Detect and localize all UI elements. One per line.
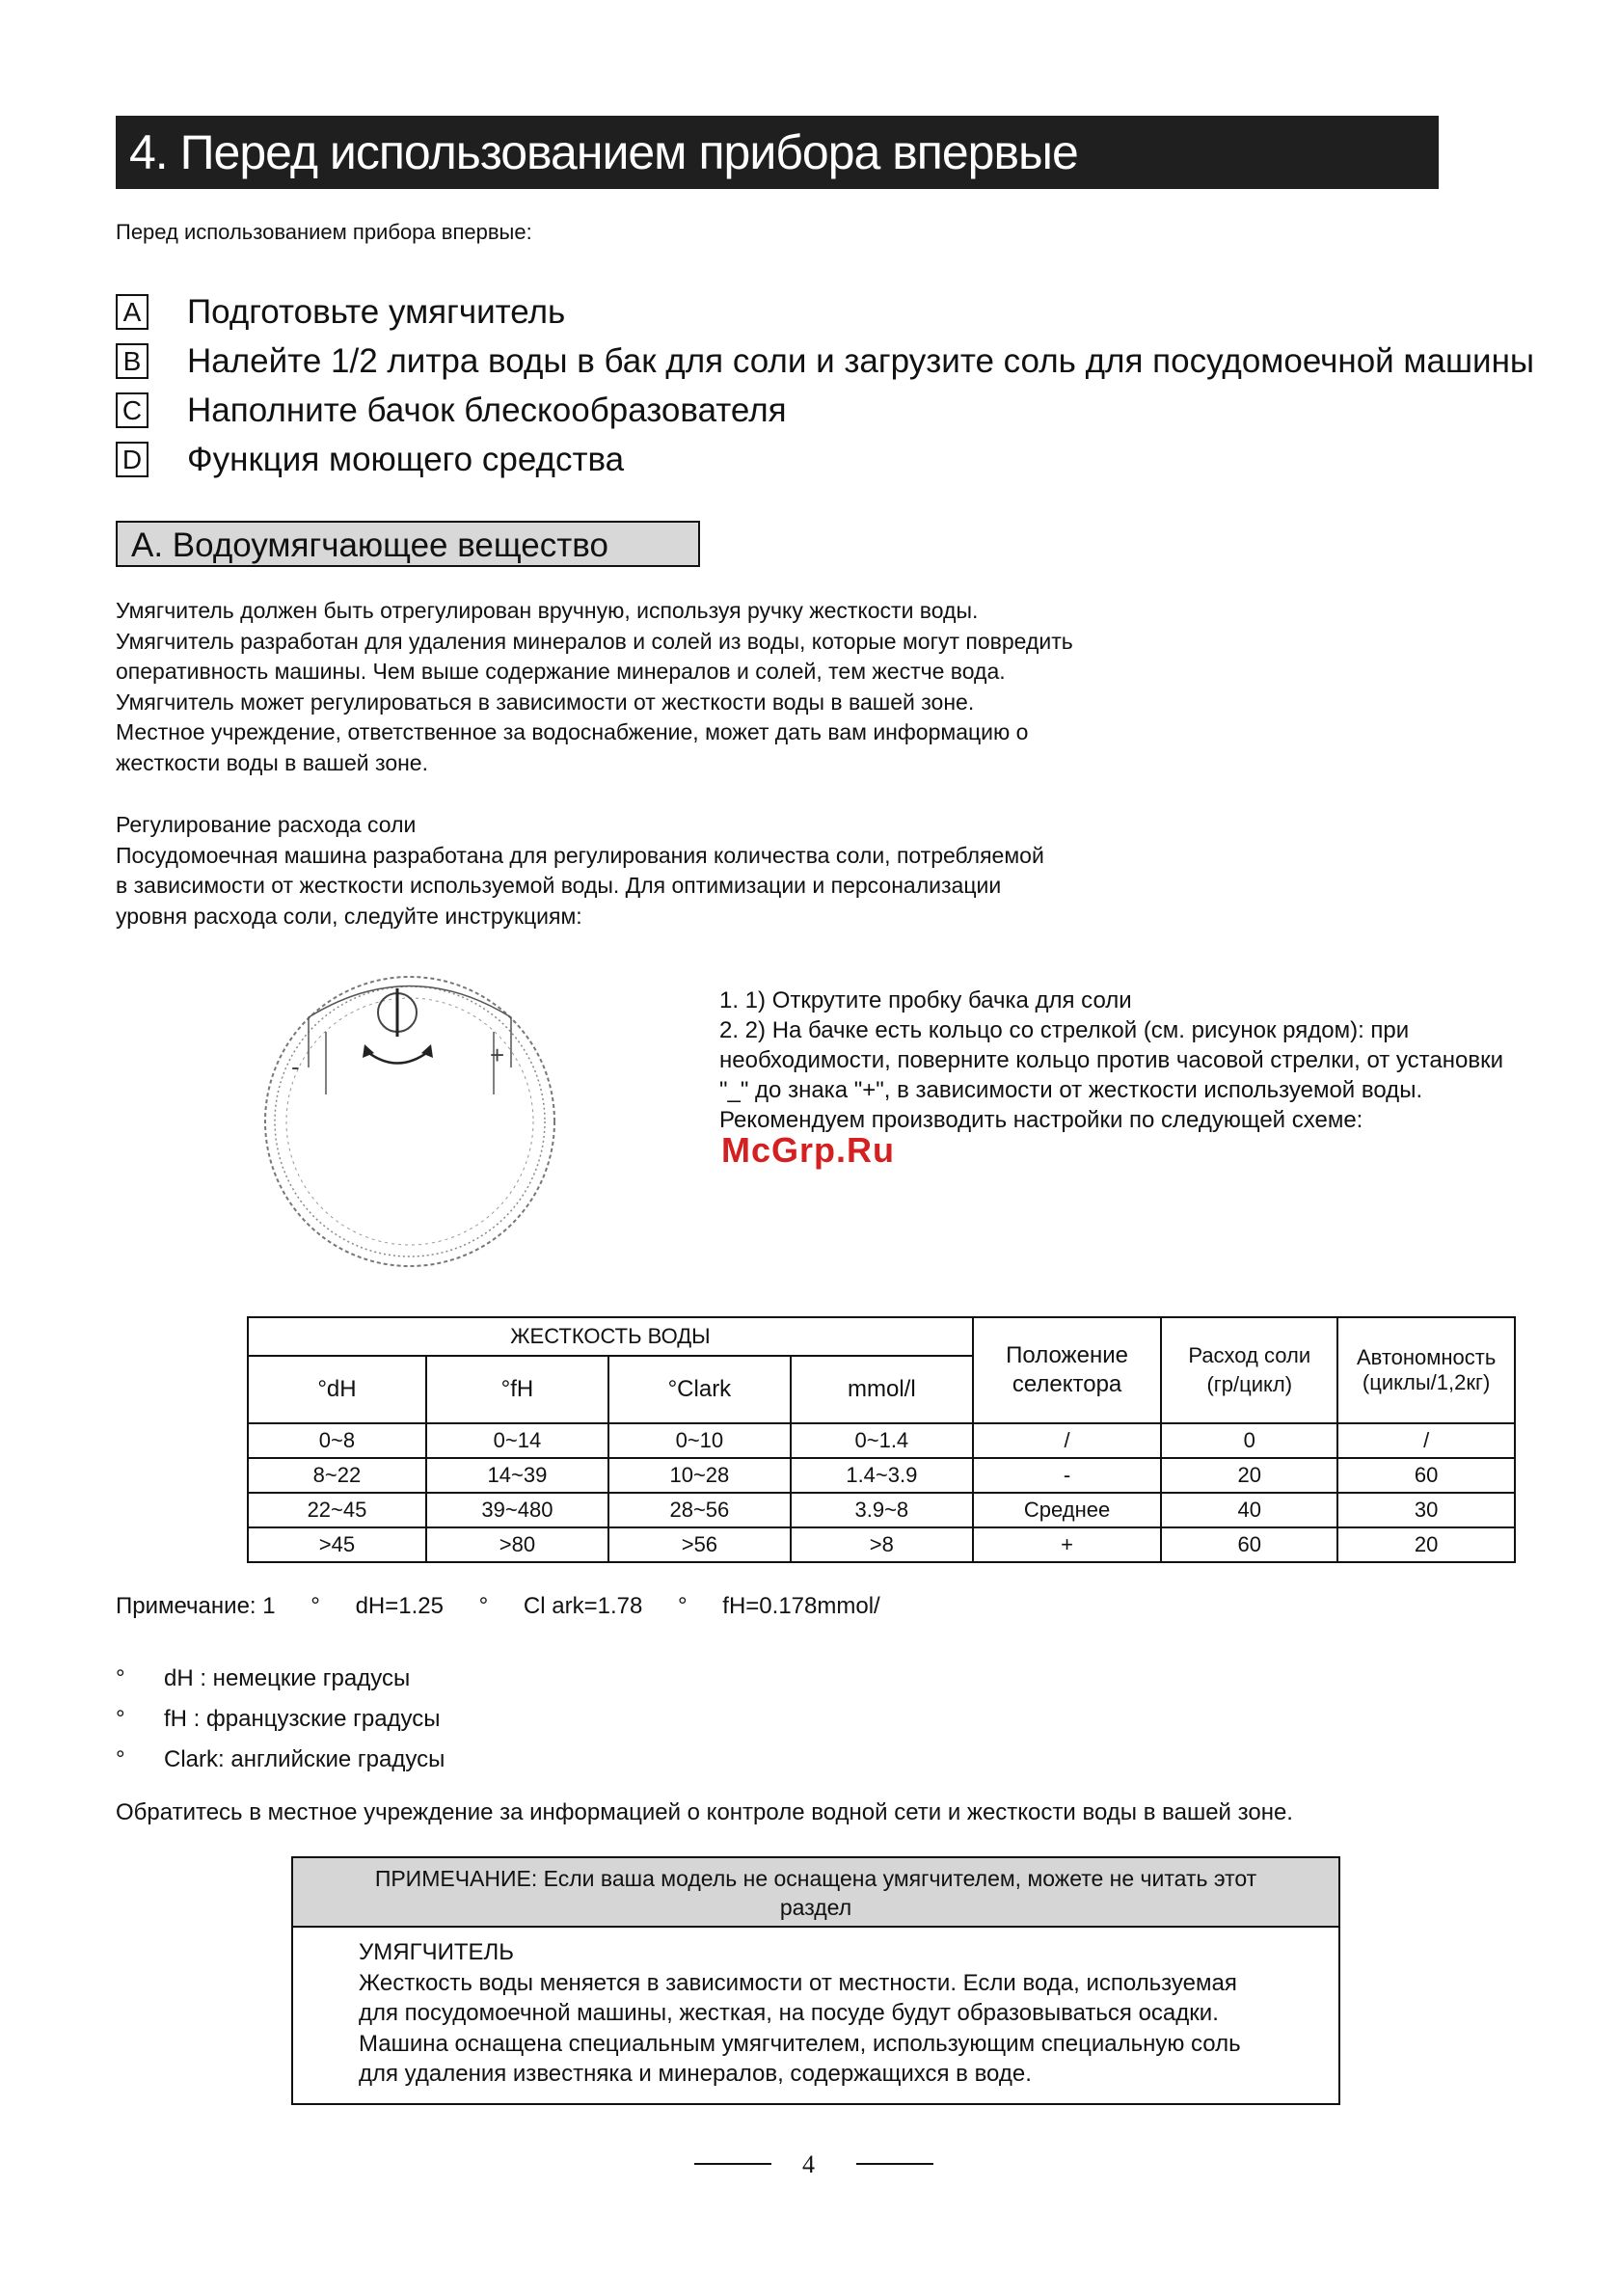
note-part: Примечание: 1 (116, 1593, 276, 1619)
intro-text: Перед использованием прибора впервые: (116, 220, 532, 244)
text-line: в зависимости от жесткости используемой воды. Для оптимизации и персонализации (116, 873, 1002, 898)
legend-text: Clark: английские градусы (164, 1746, 445, 1772)
group-header-cell: ЖЕСТКОСТЬ ВОДЫ (248, 1317, 973, 1356)
text-line: 2. 2) На бачке есть кольцо со стрелкой (см. рисунок рядом): при (719, 1017, 1410, 1043)
notice-title: УМЯГЧИТЕЛЬ (359, 1939, 514, 1965)
table-cell: 3.9~8 (791, 1493, 973, 1527)
table-cell: 30 (1337, 1493, 1515, 1527)
degree-mark: ° (116, 1665, 125, 1691)
water-hardness-table (247, 1316, 1516, 1563)
page-footer (694, 2150, 935, 2179)
table-cell: 60 (1337, 1458, 1515, 1493)
table-cell: >80 (426, 1527, 608, 1562)
section-title: A. Водоумягчающее вещество (116, 521, 700, 567)
notice-header-line: раздел (779, 1895, 852, 1920)
table-cell: 0~14 (426, 1423, 608, 1458)
cap-ring-inner (286, 998, 533, 1245)
text-line: Умягчитель разработан для удаления минералов и солей из воды, которые могут повредить (116, 628, 1073, 654)
units-legend (116, 1659, 445, 1780)
table-cell: >45 (248, 1527, 426, 1562)
text-line: Регулирование расхода соли (116, 812, 417, 837)
plus-label: + (490, 1040, 505, 1069)
table-cell: 40 (1161, 1493, 1337, 1527)
table-cell: 22~45 (248, 1493, 426, 1527)
text-line: Посудомоечная машина разработана для регулирования количества соли, потребляемой (116, 842, 1044, 868)
text-line: жесткости воды в вашей зоне. (116, 749, 428, 775)
unit-header-cell: mmol/l (791, 1356, 973, 1423)
contact-text: Обратитесь в местное учреждение за информацией о контроле водной сети и жесткости воды в вашей зоне. (116, 1799, 1293, 1825)
text-line: Умягчитель может регулироваться в зависимости от жесткости воды в вашей зоне. (116, 689, 975, 715)
step-item (116, 287, 1534, 337)
step-letter-box: D (116, 442, 148, 477)
step-text: Функция моющего средства (187, 441, 625, 478)
step-item (116, 386, 1534, 435)
header-line: Расход соли (1188, 1343, 1311, 1367)
table-cell: 8~22 (248, 1458, 426, 1493)
table-cell: 0~10 (608, 1423, 791, 1458)
table-cell: 0~1.4 (791, 1423, 973, 1458)
header-line: селектора (1012, 1371, 1122, 1397)
salt-header-cell (1161, 1317, 1337, 1423)
header-line: Автономность (1356, 1345, 1497, 1369)
degree-mark: ° (116, 1706, 125, 1732)
table-cell: / (1337, 1423, 1515, 1458)
page-number: 4 (802, 2150, 815, 2178)
degree-mark: ° (116, 1746, 125, 1772)
instructions-text (719, 986, 1520, 1135)
step-item (116, 337, 1534, 386)
table-cell: 0~8 (248, 1423, 426, 1458)
text-line: Умягчитель должен быть отрегулирован вручную, используя ручку жесткости воды. (116, 598, 979, 623)
footer-rule-left (694, 2163, 771, 2165)
text-line: для удаления известняка и минералов, содержащихся в воде. (359, 2061, 1032, 2087)
table-cell: 60 (1161, 1527, 1337, 1562)
step-item (116, 435, 1534, 484)
text-line: 1. 1) Открутите пробку бачка для соли (719, 987, 1132, 1013)
salt-regulation-text (116, 810, 1176, 932)
table-row (248, 1423, 1515, 1458)
softener-description (116, 596, 1176, 778)
rotation-arrow-icon (366, 1051, 429, 1064)
table-row (248, 1458, 1515, 1493)
step-text: Подготовьте умягчитель (187, 293, 566, 331)
degree-mark: ° (310, 1593, 320, 1619)
table-cell: 10~28 (608, 1458, 791, 1493)
note-part: fH=0.178mmol/ (722, 1593, 880, 1619)
conversion-note (116, 1593, 909, 1620)
text-line: Жесткость воды меняется в зависимости от местности. Если вода, используемая (359, 1969, 1237, 1996)
table-row (248, 1317, 1515, 1356)
legend-text: fH : французские градусы (164, 1706, 441, 1732)
unit-header-cell: °fH (426, 1356, 608, 1423)
text-line: Местное учреждение, ответственное за водоснабжение, может дать вам информацию о (116, 719, 1029, 744)
text-line: уровня расхода соли, следуйте инструкциям: (116, 903, 582, 929)
legend-text: dH : немецкие градусы (164, 1665, 411, 1691)
step-text: Налейте 1/2 литра воды в бак для соли и загрузите соль для посудомоечной машины (187, 342, 1535, 380)
unit-header-cell: °dH (248, 1356, 426, 1423)
table-cell: Среднее (973, 1493, 1161, 1527)
selector-header-cell (973, 1317, 1161, 1423)
text-line: Рекомендуем производить настройки по следующей схеме: (719, 1107, 1363, 1133)
table-cell: >8 (791, 1527, 973, 1562)
table-cell: / (973, 1423, 1161, 1458)
step-text: Наполните бачок блескообразователя (187, 392, 787, 429)
minus-label: - (291, 1052, 300, 1081)
notice-header (293, 1858, 1338, 1928)
note-part: Cl ark=1.78 (523, 1593, 643, 1619)
unit-header-cell: °Clark (608, 1356, 791, 1423)
text-line: Машина оснащена специальным умягчителем, использующим специальную соль (359, 2030, 1241, 2057)
table-cell: 39~480 (426, 1493, 608, 1527)
degree-mark: ° (478, 1593, 489, 1619)
text-line: необходимости, поверните кольцо против часовой стрелки, от установки (719, 1047, 1503, 1073)
legend-item (116, 1740, 445, 1780)
text-line: "_" до знака "+", в зависимости от жесткости используемой воды. (719, 1077, 1423, 1103)
header-line: (циклы/1,2кг) (1362, 1370, 1491, 1394)
salt-cap-illustration (231, 959, 598, 1287)
text-line: для посудомоечной машины, жесткая, на посуде будут образовываться осадки. (359, 2000, 1219, 2026)
notice-header-line: ПРИМЕЧАНИЕ: Если ваша модель не оснащена умягчителем, можете не читать этот (374, 1866, 1257, 1891)
text-line: оперативность машины. Чем выше содержание минералов и солей, тем жестче вода. (116, 659, 1006, 684)
table-cell: 0 (1161, 1423, 1337, 1458)
header-line: Положение (1006, 1342, 1128, 1368)
notice-body (293, 1928, 1338, 2090)
footer-rule-right (856, 2163, 933, 2165)
table-cell: 28~56 (608, 1493, 791, 1527)
steps-list (116, 287, 1534, 484)
notice-box (291, 1856, 1340, 2105)
table-cell: + (973, 1527, 1161, 1562)
page-title: 4. Перед использованием прибора впервые (116, 116, 1439, 189)
autonomy-header-cell (1337, 1317, 1515, 1423)
table-cell: 1.4~3.9 (791, 1458, 973, 1493)
table-row (248, 1493, 1515, 1527)
header-line: (гр/цикл) (1206, 1372, 1293, 1396)
step-letter-box: C (116, 392, 148, 428)
watermark: McGrp.Ru (721, 1130, 896, 1170)
legend-item (116, 1699, 445, 1740)
table-cell: 20 (1161, 1458, 1337, 1493)
table-cell: >56 (608, 1527, 791, 1562)
legend-item (116, 1659, 445, 1699)
degree-mark: ° (678, 1593, 688, 1619)
table-row (248, 1527, 1515, 1562)
step-letter-box: B (116, 343, 148, 379)
step-letter-box: A (116, 294, 148, 330)
table-cell: 14~39 (426, 1458, 608, 1493)
note-part: dH=1.25 (355, 1593, 444, 1619)
table-cell: - (973, 1458, 1161, 1493)
table-cell: 20 (1337, 1527, 1515, 1562)
